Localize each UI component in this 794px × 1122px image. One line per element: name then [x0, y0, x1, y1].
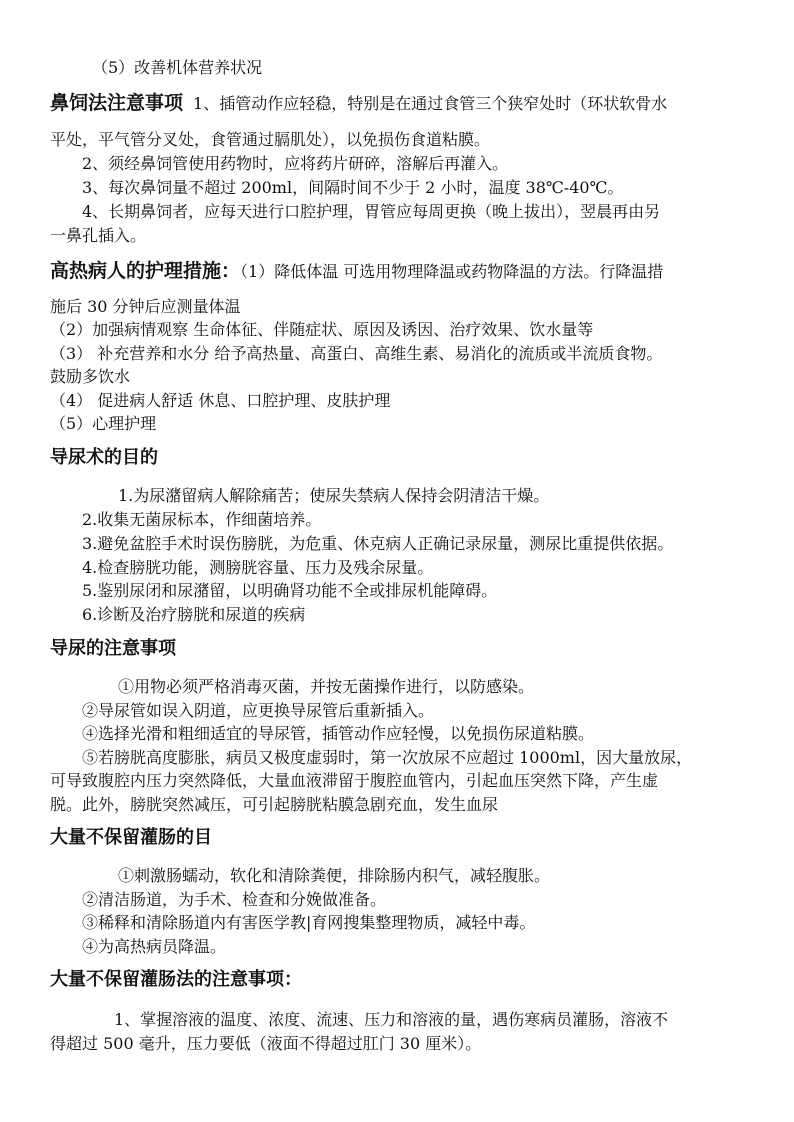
text-line: （3） 补充营养和水分 给予高热量、高蛋白、高维生素、易消化的流质或半流质食物。	[50, 344, 663, 363]
list-item: 4.检查膀胱功能，测膀胱容量、压力及残余尿量。	[82, 558, 434, 577]
text-line: ①刺激肠蠕动，软化和清除粪便，排除肠内积气，减轻腹胀。	[118, 866, 551, 885]
text-line: ③稀释和清除肠道内有害医学教|育网搜集整理物质，减轻中毒。	[82, 913, 536, 932]
text-line: 一鼻孔插入。	[50, 226, 147, 245]
text-line: 得超过 500 毫升，压力要低（液面不得超过肛门 30 厘米）。	[50, 1034, 482, 1053]
text-line: 2、须经鼻饲管使用药物时，应将药片研碎，溶解后再灌入。	[82, 154, 509, 173]
text-line: （5）心理护理	[50, 414, 157, 433]
section-heading: 导尿术的目的	[50, 447, 158, 468]
text-line: 3、每次鼻饲量不超过 200ml，间隔时间不少于 2 小时，温度 38℃-40℃。	[82, 178, 624, 197]
list-item: 3.避免盆腔手术时误伤膀胱，为危重、休克病人正确记录尿量，测尿比重提供依据。	[82, 534, 674, 553]
text-line: 可导致腹腔内压力突然降低，大量血液滞留于腹腔血管内，引起血压突然下降，产生虚	[50, 771, 659, 790]
text-line	[50, 259, 663, 284]
text-line: ⑤若膀胱高度膨胀，病员又极度虚弱时，第一次放尿不应超过 1000ml，因大量放尿，	[82, 748, 693, 767]
text-line: 施后 30 分钟后应测量体温	[50, 297, 241, 316]
text-line: ④选择光滑和粗细适宜的导尿管，插管动作应轻慢，以免损伤尿道粘膜。	[82, 724, 595, 743]
section-heading: 大量不保留灌肠的目	[50, 827, 212, 848]
text-line: ②导尿管如误入阴道，应更换导尿管后重新插入。	[82, 701, 435, 720]
text-line: 平处，平气管分叉处，食管通过膈肌处），以免损伤食道粘膜。	[50, 130, 491, 149]
section-heading: 鼻饲法注意事项	[50, 92, 184, 114]
section-heading: 大量不保留灌肠法的注意事项：	[50, 969, 302, 990]
list-item: 5.鉴别尿闭和尿潴留，以明确肾功能不全或排尿机能障碍。	[82, 581, 498, 600]
section-heading: 导尿的注意事项	[50, 638, 176, 659]
text-line: （5）改善机体营养状况	[92, 58, 263, 77]
section-heading: 高热病人的护理措施：	[50, 260, 241, 282]
text-line: （4） 促进病人舒适 休息、口腔护理、皮肤护理	[50, 391, 391, 410]
text-line: ④为高热病员降温。	[82, 937, 227, 956]
text-line: ②清洁肠道，为手术、检查和分娩做准备。	[82, 890, 387, 909]
text-line: 鼓励多饮水	[50, 367, 131, 386]
text-line: 1、掌握溶液的温度、浓度、流速、压力和溶液的量，遇伤寒病员灌肠，溶液不	[114, 1010, 669, 1029]
text-line: 4、长期鼻饲者，应每天进行口腔护理，胃管应每周更换（晚上拔出），翌晨再由另	[82, 202, 661, 221]
body-text: （1）降低体温 可选用物理降温或药物降温的方法。行降温措	[240, 262, 664, 281]
text-line: ①用物必须严格消毒灭菌，并按无菌操作进行，以防感染。	[118, 677, 535, 696]
list-item: 6.诊断及治疗膀胱和尿道的疾病	[82, 605, 306, 624]
text-line: 脱。此外，膀胱突然减压，可引起膀胱粘膜急剧充血，发生血尿	[50, 795, 499, 814]
list-item: 2.收集无菌尿标本，作细菌培养。	[82, 510, 322, 529]
text-line: （2）加强病情观察 生命体征、伴随症状、原因及诱因、治疗效果、饮水量等	[50, 320, 594, 339]
list-item: 1.为尿潴留病人解除痛苦；使尿失禁病人保持会阴清洁干燥。	[118, 486, 550, 505]
text-line	[50, 91, 667, 116]
body-text: 1、插管动作应轻稳，特别是在通过食管三个狭窄处时（环状软骨水	[193, 94, 668, 113]
